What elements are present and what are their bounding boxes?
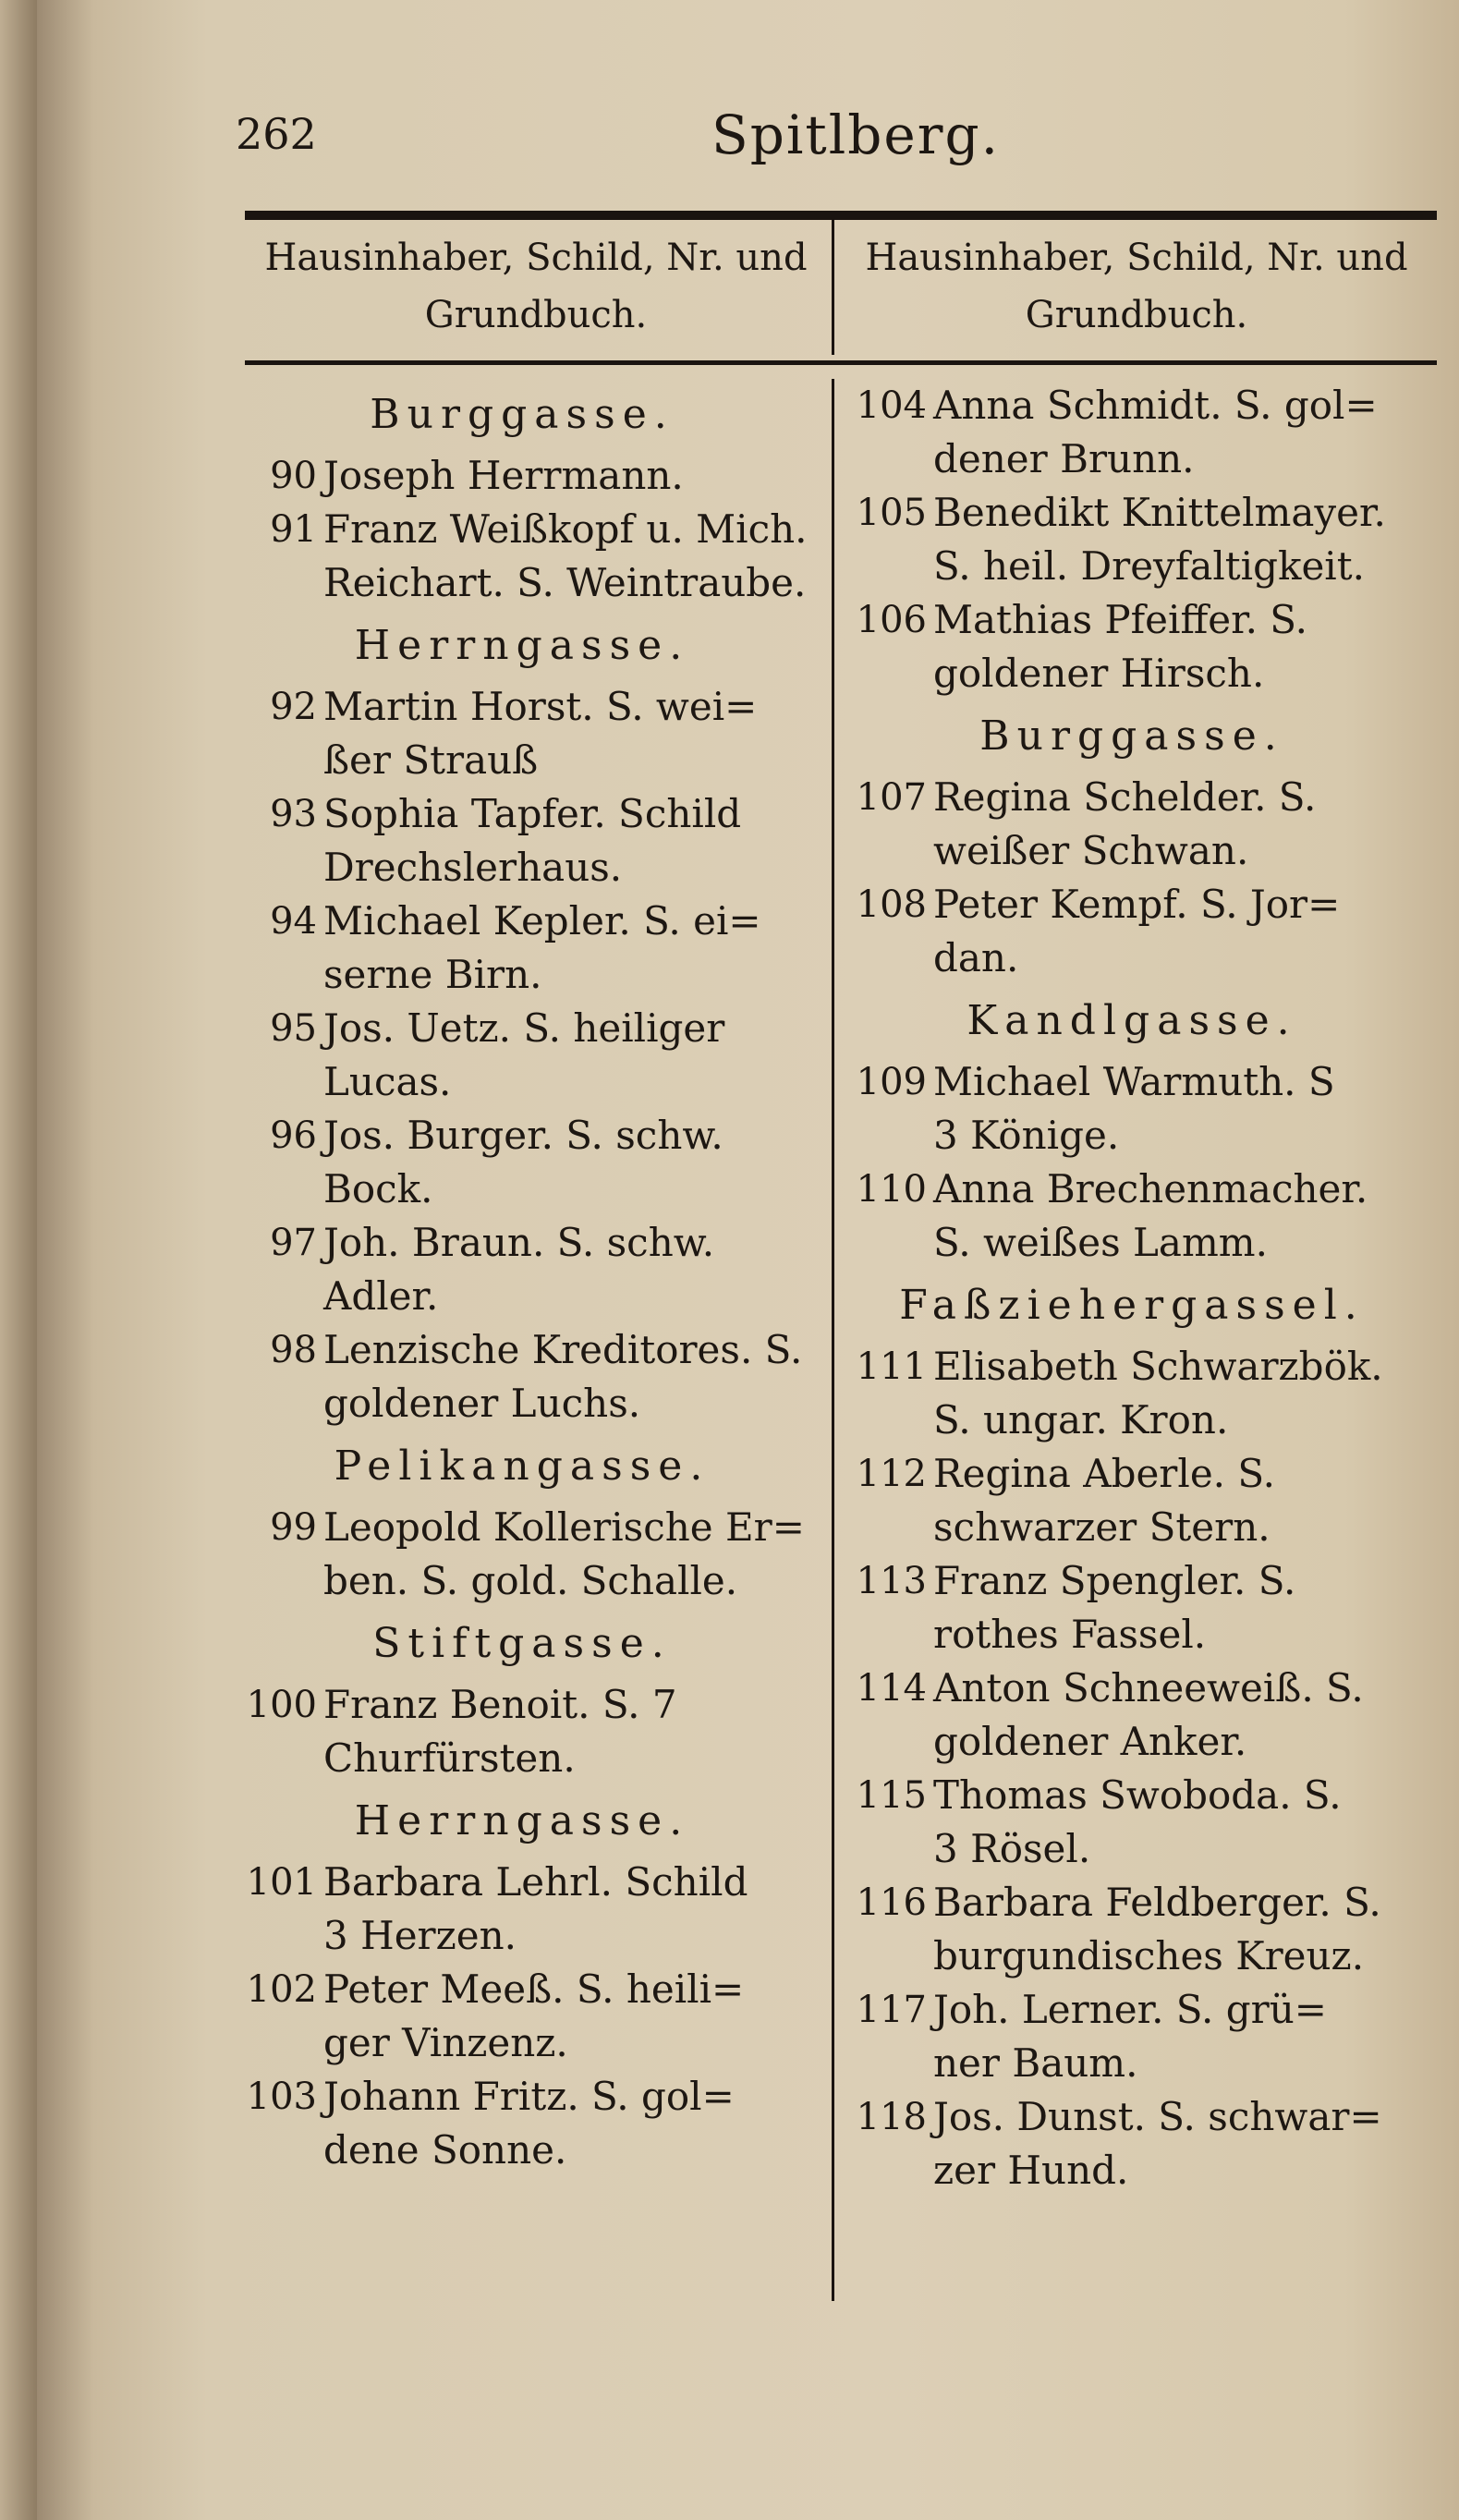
house-number: 92	[270, 686, 317, 728]
house-entry	[236, 1963, 809, 2070]
house-entry	[845, 379, 1418, 486]
entry-text-line: goldener Hirsch.	[933, 651, 1265, 696]
house-entry	[845, 1447, 1418, 1554]
house-number: 90	[270, 455, 317, 497]
entry-text-line: ßer Strauß	[323, 737, 539, 783]
house-entry	[236, 1323, 809, 1430]
house-number: 104	[856, 384, 927, 427]
entry-text-line: Franz Spengler. S.	[933, 1558, 1296, 1603]
house-number: 111	[856, 1345, 927, 1388]
entry-text-line: rothes Fassel.	[933, 1612, 1207, 1657]
entry-text-line: S. ungar. Kron.	[933, 1397, 1229, 1443]
entry-text-line: Bock.	[323, 1166, 433, 1211]
house-number: 116	[856, 1881, 927, 1924]
entry-text-line: Martin Horst. S. wei=	[323, 684, 758, 729]
house-number: 109	[856, 1061, 927, 1103]
entry-text-line: Elisabeth Schwarzbök.	[933, 1344, 1383, 1389]
house-number: 107	[856, 776, 927, 819]
house-number: 105	[856, 492, 927, 534]
street-heading: Burggasse.	[979, 712, 1284, 760]
entry-text-line: Benedikt Knittelmayer.	[933, 490, 1386, 535]
street-heading: Kandlgasse.	[967, 997, 1297, 1044]
column-header-right	[850, 229, 1423, 344]
entry-text-line: serne Birn.	[323, 952, 542, 997]
entry-text-line: ben. S. gold. Schalle.	[323, 1558, 738, 1603]
street-heading: Pelikangasse.	[334, 1443, 711, 1490]
column-header-left-line-1: Hausinhaber, Schild, Nr. und	[264, 237, 808, 279]
entry-text-line: Joh. Lerner. S. grü=	[933, 1987, 1327, 2032]
entry-text-line: dan.	[933, 935, 1019, 980]
house-entry	[845, 771, 1418, 878]
house-entry	[236, 2070, 809, 2177]
entry-text-line: Regina Schelder. S.	[933, 774, 1317, 820]
table-header-rule	[245, 360, 1437, 365]
entry-text-line: 3 Rösel.	[933, 1826, 1091, 1871]
house-number: 97	[270, 1222, 317, 1264]
entry-text-line: weißer Schwan.	[933, 828, 1249, 873]
street-heading: Burggasse.	[370, 391, 675, 438]
entry-text-line: Lucas.	[323, 1059, 452, 1104]
house-entry	[845, 486, 1418, 593]
house-number: 113	[856, 1560, 927, 1602]
entry-text-line: goldener Luchs.	[323, 1381, 641, 1426]
house-number: 108	[856, 883, 927, 926]
house-entry	[845, 1554, 1418, 1662]
house-entry	[845, 878, 1418, 985]
header-rule	[245, 211, 1437, 220]
entry-text-line: dene Sonne.	[323, 2127, 567, 2173]
entry-text-line: Leopold Kollerische Er=	[323, 1504, 805, 1550]
entry-text-line: S. heil. Dreyfaltigkeit.	[933, 543, 1365, 589]
house-number: 112	[856, 1453, 927, 1495]
house-entry	[236, 1678, 809, 1785]
right-column	[845, 379, 1418, 2197]
column-header-left-line-2: Grundbuch.	[424, 294, 648, 336]
body-column-divider	[832, 379, 834, 2301]
book-page	[37, 0, 1459, 2520]
entry-text-line: 3 Könige.	[933, 1113, 1120, 1158]
house-number: 95	[270, 1007, 317, 1050]
house-entry	[236, 895, 809, 1002]
house-number: 106	[856, 599, 927, 641]
house-entry	[845, 1662, 1418, 1769]
entry-text-line: Reichart. S. Weintraube.	[323, 560, 807, 605]
entry-text-line: schwarzer Stern.	[933, 1504, 1271, 1550]
entry-text-line: Franz Weißkopf u. Mich.	[323, 506, 808, 552]
entry-text-line: Mathias Pfeiffer. S.	[933, 597, 1307, 642]
house-number: 110	[856, 1168, 927, 1211]
street-heading: Herrngasse.	[354, 622, 690, 669]
house-number: 94	[270, 900, 317, 943]
entry-text-line: Anna Brechenmacher.	[933, 1166, 1368, 1211]
house-entry	[236, 1002, 809, 1109]
house-number: 101	[246, 1861, 317, 1904]
street-heading: Herrngasse.	[354, 1797, 690, 1844]
house-number: 115	[856, 1774, 927, 1817]
house-number: 96	[270, 1114, 317, 1157]
entry-text-line: burgundisches Kreuz.	[933, 1933, 1365, 1978]
house-entry	[845, 1055, 1418, 1163]
entry-text-line: Sophia Tapfer. Schild	[323, 791, 742, 836]
house-number: 114	[856, 1667, 927, 1710]
entry-text-line: Regina Aberle. S.	[933, 1451, 1276, 1496]
house-entry	[236, 1501, 809, 1608]
entry-text-line: Thomas Swoboda. S.	[933, 1772, 1342, 1818]
house-entry	[845, 1983, 1418, 2090]
house-number: 102	[246, 1968, 317, 2011]
left-column	[236, 379, 809, 2177]
running-title: Spitlberg.	[711, 103, 1001, 166]
house-entry	[236, 1216, 809, 1323]
entry-text-line: Anton Schneeweiß. S.	[933, 1665, 1364, 1710]
house-number: 118	[856, 2096, 927, 2138]
street-heading: Stiftgasse.	[372, 1620, 672, 1667]
entry-text-line: ger Vinzenz.	[323, 2020, 568, 2065]
entry-text-line: goldener Anker.	[933, 1719, 1247, 1764]
house-number: 98	[270, 1329, 317, 1371]
house-entry	[845, 1163, 1418, 1270]
entry-text-line: Drechslerhaus.	[323, 845, 623, 890]
house-entry	[236, 1856, 809, 1963]
column-header-left	[249, 229, 822, 344]
entry-text-line: 3 Herzen.	[323, 1913, 517, 1958]
house-entry	[845, 593, 1418, 700]
house-entry	[236, 449, 809, 503]
house-entry	[236, 1109, 809, 1216]
entry-text-line: Jos. Dunst. S. schwar=	[933, 2094, 1382, 2139]
house-entry	[845, 2090, 1418, 2197]
entry-text-line: Jos. Uetz. S. heiliger	[323, 1005, 725, 1051]
entry-text-line: Lenzische Kreditores. S.	[323, 1327, 803, 1372]
street-heading: Faßziehergassel.	[899, 1282, 1365, 1329]
house-number: 103	[246, 2076, 317, 2118]
house-number: 99	[270, 1506, 317, 1549]
house-entry	[845, 1876, 1418, 1983]
entry-text-line: Johann Fritz. S. gol=	[323, 2074, 735, 2119]
entry-text-line: Peter Kempf. S. Jor=	[933, 882, 1341, 927]
entry-text-line: Peter Meeß. S. heili=	[323, 1966, 745, 2012]
entry-text-line: Michael Kepler. S. ei=	[323, 898, 761, 943]
house-number: 93	[270, 793, 317, 835]
entry-text-line: Adler.	[323, 1273, 439, 1319]
entry-text-line: Jos. Burger. S. schw.	[323, 1113, 723, 1158]
house-entry	[236, 680, 809, 787]
house-entry	[236, 787, 809, 895]
entry-text-line: ner Baum.	[933, 2040, 1138, 2086]
house-entry	[845, 1340, 1418, 1447]
entry-text-line: S. weißes Lamm.	[933, 1220, 1268, 1265]
entry-text-line: Churfürsten.	[323, 1735, 576, 1781]
book-gutter	[0, 0, 37, 2520]
house-entry	[845, 1769, 1418, 1876]
page-number: 262	[236, 109, 317, 159]
entry-text-line: Joseph Herrmann.	[323, 453, 684, 498]
entry-text-line: Barbara Lehrl. Schild	[323, 1859, 748, 1905]
house-entry	[236, 503, 809, 610]
house-number: 117	[856, 1989, 927, 2031]
entry-text-line: Michael Warmuth. S	[933, 1059, 1335, 1104]
entry-text-line: dener Brunn.	[933, 436, 1195, 481]
house-number: 91	[270, 508, 317, 551]
house-number: 100	[246, 1684, 317, 1726]
entry-text-line: Barbara Feldberger. S.	[933, 1880, 1381, 1925]
entry-text-line: zer Hund.	[933, 2148, 1129, 2193]
header-column-divider	[832, 220, 834, 355]
entry-text-line: Anna Schmidt. S. gol=	[933, 383, 1378, 428]
column-header-right-line-2: Grundbuch.	[1025, 294, 1248, 336]
column-header-right-line-1: Hausinhaber, Schild, Nr. und	[865, 237, 1408, 279]
entry-text-line: Franz Benoit. S. 7	[323, 1682, 677, 1727]
entry-text-line: Joh. Braun. S. schw.	[323, 1220, 715, 1265]
